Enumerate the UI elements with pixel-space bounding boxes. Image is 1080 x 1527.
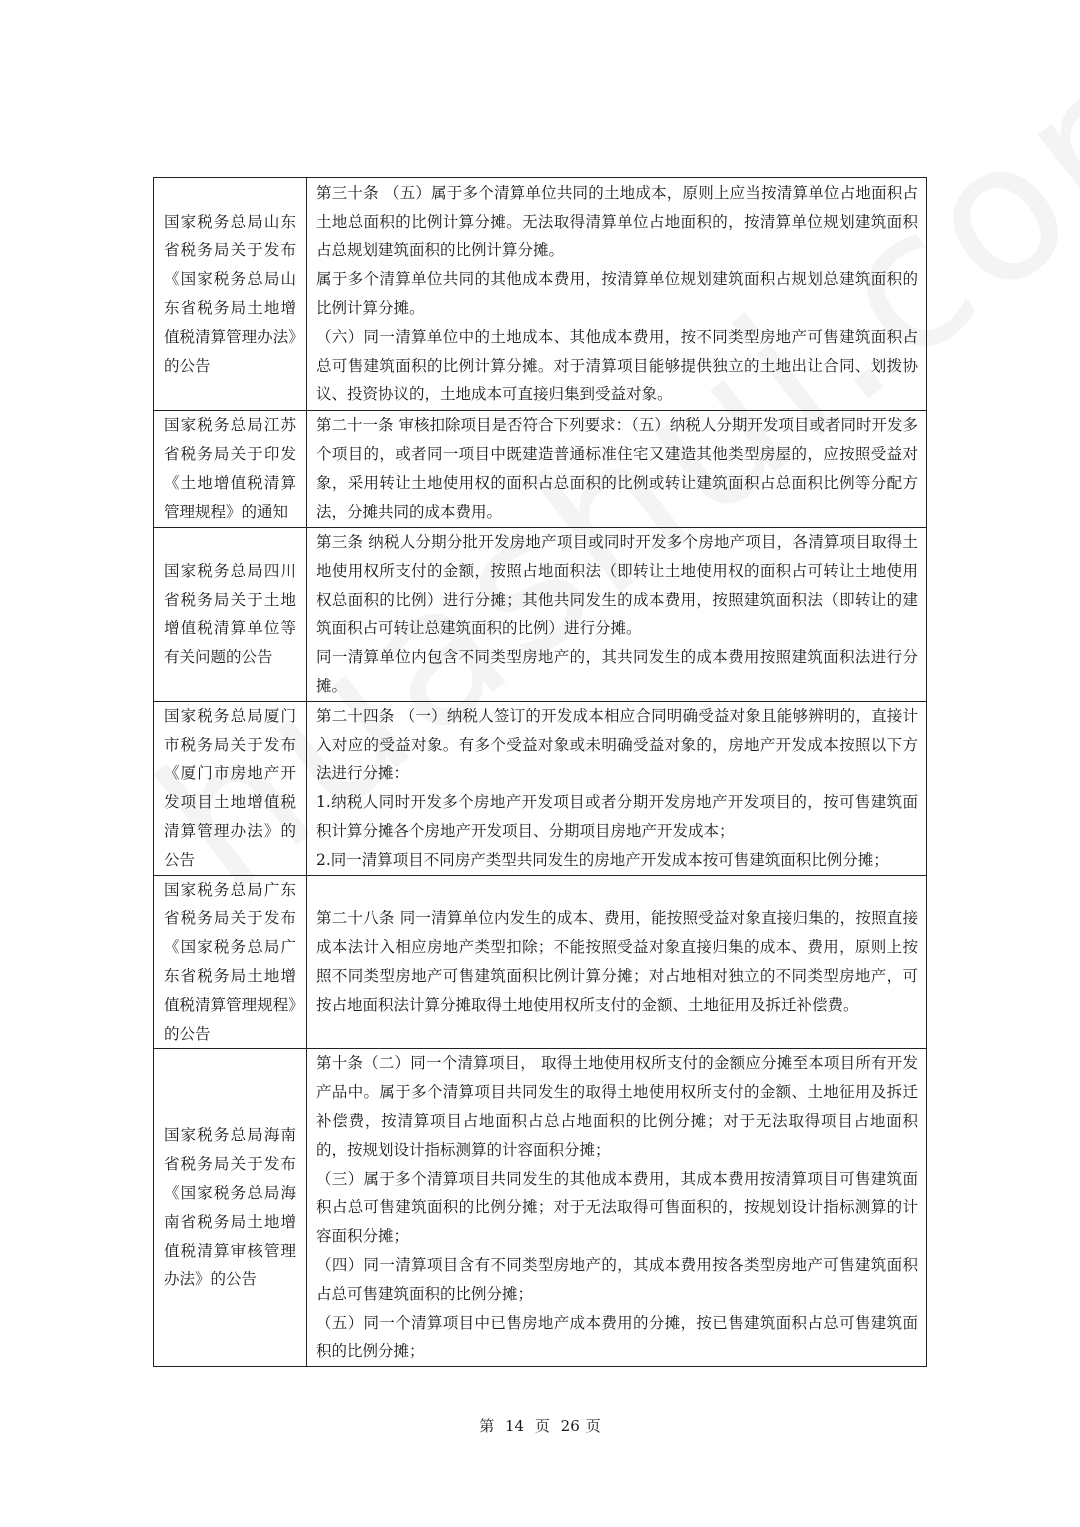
provision-paragraph: 第十条（二）同一个清算项目， 取得土地使用权所支付的金额应分摊至本项目所有开发产品中。属于多个清算项目共同发生的取得土地使用权所支付的金额、土地征用及拆迁补偿费，按清算项目占地面积占总占地面积的比例分摊；对于无法取得项目占地面积的，按规划设计指标测算的计容面积分摊； <box>316 1054 918 1159</box>
source-document-cell: 国家税务总局广东省税务局关于发布《国家税务总局广东省税务局土地增值税清算管理规程》的公告 <box>154 875 307 1049</box>
footer-mid: 页 <box>534 1417 550 1435</box>
source-document-cell: 国家税务总局厦门市税务局关于发布《厦门市房地产开发项目土地增值税清算管理办法》的公告 <box>154 701 307 875</box>
provision-paragraph: 第三条 纳税人分期分批开发房地产项目或同时开发多个房地产项目，各清算项目取得土地使用权所支付的金额，按照占地面积法（即转让土地使用权的面积占可转让土地使用权总面积的比例）进行分摊；其他共同发生的成本费用，按照建筑面积法（即转让的建筑面积占可转让总建筑面积的比例）进行分摊。 <box>316 533 918 638</box>
total-pages: 26 <box>560 1417 580 1435</box>
table-row <box>154 411 927 528</box>
provision-paragraph: （四）同一清算项目含有不同类型房地产的，其成本费用按各类型房地产可售建筑面积占总可售建筑面积的比例分摊； <box>316 1255 918 1303</box>
provision-paragraph: （三）属于多个清算项目共同发生的其他成本费用，其成本费用按清算项目可售建筑面积占总可售建筑面积的比例分摊；对于无法取得可售面积的，按规划设计指标测算的计容面积分摊； <box>316 1169 918 1246</box>
provision-paragraph: （六）同一清算单位中的土地成本、其他成本费用，按不同类型房地产可售建筑面积占总可售建筑面积的比例计算分摊。对于清算项目能够提供独立的土地出让合同、划拨协议、投资协议的，土地成本可直接归集到受益对象。 <box>316 327 918 404</box>
table-row <box>154 528 927 702</box>
table-row <box>154 701 927 875</box>
page-number: 14 <box>505 1417 525 1435</box>
regulation-table <box>153 177 927 1367</box>
provision-cell <box>307 178 927 411</box>
provision-paragraph: 第二十一条 审核扣除项目是否符合下列要求：（五）纳税人分期开发项目或者同时开发多个项目的，或者同一项目中既建造普通标准住宅又建造其他类型房屋的，应按照受益对象，采用转让土地使用权的面积占总面积的比例或转让建筑面积占总面积比例等分配方法，分摊共同的成本费用。 <box>316 416 918 521</box>
provision-paragraph: 同一清算单位内包含不同类型房地产的，其共同发生的成本费用按照建筑面积法进行分摊。 <box>316 648 918 695</box>
source-document-cell: 国家税务总局江苏省税务局关于印发《土地增值税清算管理规程》的通知 <box>154 411 307 528</box>
footer-prefix: 第 <box>479 1417 495 1435</box>
source-document-cell: 国家税务总局山东省税务局关于发布《国家税务总局山东省税务局土地增值税清算管理办法》的公告 <box>154 178 307 411</box>
table-row <box>154 1049 927 1367</box>
provision-cell <box>307 1049 927 1367</box>
provision-paragraph: （五）同一个清算项目中已售房地产成本费用的分摊，按已售建筑面积占总可售建筑面积的比例分摊； <box>316 1313 918 1361</box>
footer-suffix: 页 <box>585 1417 601 1435</box>
provision-cell <box>307 701 927 875</box>
source-document-cell: 国家税务总局四川省税务局关于土地增值税清算单位等有关问题的公告 <box>154 528 307 702</box>
provision-paragraph: 1.纳税人同时开发多个房地产开发项目或者分期开发房地产开发项目的，按可售建筑面积计算分摊各个房地产开发项目、分期项目房地产开发成本； <box>316 793 918 840</box>
provision-paragraph: 属于多个清算单位共同的其他成本费用，按清算单位规划建筑面积占规划总建筑面积的比例计算分摊。 <box>316 270 918 317</box>
page-footer <box>0 1415 1080 1436</box>
provision-paragraph: 第二十四条 （一）纳税人签订的开发成本相应合同明确受益对象且能够辨明的，直接计入对应的受益对象。有多个受益对象或未明确受益对象的，房地产开发成本按照以下方法进行分摊： <box>316 706 918 783</box>
provision-paragraph: 2.同一清算项目不同房产类型共同发生的房地产开发成本按可售建筑面积比例分摊； <box>316 850 889 869</box>
provision-paragraph: 第二十八条 同一清算单位内发生的成本、费用，能按照受益对象直接归集的，按照直接成本法计入相应房地产类型扣除；不能按照受益对象直接归集的成本、费用，原则上按照不同类型房地产可售建筑面积比例计算分摊；对占地相对独立的不同类型房地产，可按占地面积法计算分摊取得土地使用权所支付的金额、土地征用及拆迁补偿费。 <box>316 909 918 1014</box>
provision-cell <box>307 528 927 702</box>
provision-paragraph: 第三十条 （五）属于多个清算单位共同的土地成本，原则上应当按清算单位占地面积占土地总面积的比例计算分摊。无法取得清算单位占地面积的，按清算单位规划建筑面积占总规划建筑面积的比例计算分摊。 <box>316 183 918 260</box>
table-body <box>154 178 927 1367</box>
table-row <box>154 875 927 1049</box>
source-document-cell: 国家税务总局海南省税务局关于发布《国家税务总局海南省税务局土地增值税清算审核管理办法》的公告 <box>154 1049 307 1367</box>
table-row <box>154 178 927 411</box>
provision-cell <box>307 875 927 1049</box>
provision-cell <box>307 411 927 528</box>
